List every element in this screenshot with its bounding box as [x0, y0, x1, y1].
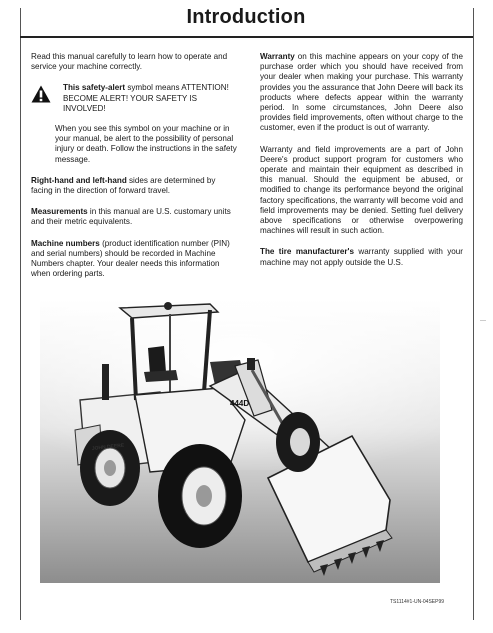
tire-paragraph: [260, 247, 463, 267]
safety-alert-body: symbol means ATTENTION! BECOME ALERT! YOUR SAFETY IS INVOLVED!: [63, 83, 229, 113]
measurements-body: in this manual are U.S. customary units and their metric equivalents.: [31, 207, 231, 227]
measurements-paragraph: [31, 207, 239, 227]
intro-paragraph: Read this manual carefully to learn how to operate and service your machine correctly.: [31, 52, 228, 72]
safety-alert-bold: This safety-alert: [63, 83, 126, 93]
edge-mark: [480, 320, 486, 321]
brand-decal: JOHN DEERE: [91, 442, 125, 452]
safety-alert-row: [31, 83, 239, 114]
safety-alert-icon: [31, 85, 51, 103]
machine-numbers-bold: Machine numbers: [31, 238, 100, 248]
page-title: Introduction: [186, 6, 306, 28]
right-column: [260, 52, 463, 279]
warranty-bold: Warranty: [260, 52, 295, 61]
right-left-body: sides are determined by facing in the direction of forward travel.: [31, 175, 216, 196]
right-left-bold: Right-hand and left-hand: [31, 175, 127, 185]
safety-alert-text: [63, 83, 239, 114]
safety-followup-paragraph: When you see this symbol on your machine or in your manual, be alert to the possibility of personal injury or death. Follow the instructions in the safety message.: [55, 124, 237, 164]
machine-numbers-paragraph: [31, 239, 239, 280]
title-rule: [20, 36, 473, 38]
measurements-bold: Measurements: [31, 207, 88, 217]
warranty-body: on this machine appears on your copy of the purchase order which you should have received from your dealer when making your purchase. This warranty provides you the assurance that John Deere will back its products where defects appear within the warranty period. In some circumstances, John Deere also provides field improvements, often without charge to the customer, even if the product is out of warranty.: [260, 52, 463, 133]
tire-bold: The tire manufacturer's: [260, 247, 354, 257]
field-improvements-paragraph: Warranty and field improvements are a part of John Deere's product support program for customers who operate and maintain their equipment as described in this manual. Should the equipment be abused, or modified to change its performance beyond the original factory specifications, the warranty will become void and field improvements may be denied. Setting fuel delivery above specifications or otherwise overpowering machines will result in such action.: [260, 144, 463, 236]
wheel-loader-photo: [40, 300, 440, 583]
photo-id: TS1114#1-UN-04SEP99: [390, 599, 445, 605]
warranty-paragraph: [260, 52, 463, 134]
machine-numbers-body: (product identification number (PIN) and serial numbers) should be recorded in Machine Numbers chapter. Your dealer needs this information when ordering parts.: [31, 238, 230, 279]
left-column: [31, 52, 239, 290]
right-left-paragraph: [31, 176, 239, 196]
tire-body: warranty supplied with your machine may not apply outside the U.S.: [260, 247, 463, 267]
model-decal: 444D: [230, 399, 250, 408]
